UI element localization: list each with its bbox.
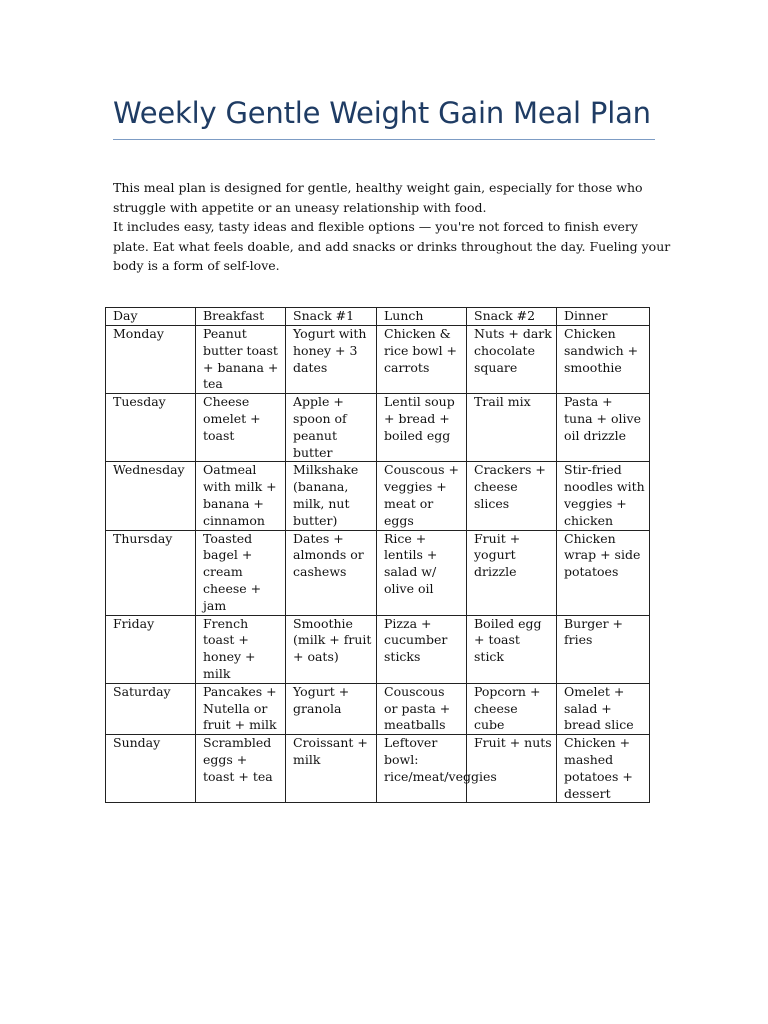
breakfast-cell: French toast + honey + milk: [196, 615, 286, 683]
breakfast-cell: Peanut butter toast + banana + tea: [196, 326, 286, 394]
snack-2-cell: Trail mix: [467, 394, 557, 462]
dinner-cell: Chicken + mashed potatoes + dessert: [557, 735, 650, 803]
day-cell: Wednesday: [106, 462, 196, 530]
table-header-row: [106, 308, 650, 326]
breakfast-cell: Toasted bagel + cream cheese + jam: [196, 530, 286, 615]
day-cell: Monday: [106, 326, 196, 394]
day-cell: Sunday: [106, 735, 196, 803]
table-row: [106, 683, 650, 734]
table-row: [106, 735, 650, 803]
snack-1-cell: Yogurt + granola: [286, 683, 377, 734]
header-snack-1: Snack #1: [286, 308, 377, 326]
snack-1-cell: Croissant + milk: [286, 735, 377, 803]
dinner-cell: Omelet + salad + bread slice: [557, 683, 650, 734]
lunch-cell: Pizza + cucumber sticks: [377, 615, 467, 683]
dinner-cell: Stir-fried noodles with veggies + chicken: [557, 462, 650, 530]
lunch-cell: Lentil soup + bread + boiled egg: [377, 394, 467, 462]
header-dinner: Dinner: [557, 308, 650, 326]
day-cell: Thursday: [106, 530, 196, 615]
document-title: Weekly Gentle Weight Gain Meal Plan: [113, 96, 651, 130]
lunch-cell: Chicken & rice bowl + carrots: [377, 326, 467, 394]
day-cell: Tuesday: [106, 394, 196, 462]
header-breakfast: Breakfast: [196, 308, 286, 326]
day-cell: Friday: [106, 615, 196, 683]
table-row: [106, 462, 650, 530]
dinner-cell: Chicken sandwich + smoothie: [557, 326, 650, 394]
snack-2-cell: Nuts + dark chocolate square: [467, 326, 557, 394]
snack-1-cell: Yogurt with honey + 3 dates: [286, 326, 377, 394]
snack-1-cell: Dates + almonds or cashews: [286, 530, 377, 615]
snack-2-cell: Boiled egg + toast stick: [467, 615, 557, 683]
lunch-cell: Couscous or pasta + meatballs: [377, 683, 467, 734]
breakfast-cell: Pancakes + Nutella or fruit + milk: [196, 683, 286, 734]
intro-paragraph: This meal plan is designed for gentle, healthy weight gain, especially for those who struggle with appetite or an uneasy relationship with food.: [113, 180, 643, 215]
breakfast-cell: Cheese omelet + toast: [196, 394, 286, 462]
snack-1-cell: Smoothie (milk + fruit + oats): [286, 615, 377, 683]
table-row: [106, 326, 650, 394]
snack-2-cell: Crackers + cheese slices: [467, 462, 557, 530]
lunch-cell: Couscous + veggies + meat or eggs: [377, 462, 467, 530]
dinner-cell: Burger + fries: [557, 615, 650, 683]
table-row: [106, 394, 650, 462]
title-underline: [113, 139, 655, 140]
table-row: [106, 615, 650, 683]
snack-2-cell: Popcorn + cheese cube: [467, 683, 557, 734]
snack-2-cell: Fruit + yogurt drizzle: [467, 530, 557, 615]
breakfast-cell: Oatmeal with milk + banana + cinnamon: [196, 462, 286, 530]
breakfast-cell: Scrambled eggs + toast + tea: [196, 735, 286, 803]
dinner-cell: Chicken wrap + side potatoes: [557, 530, 650, 615]
lunch-cell: Leftover bowl: rice/meat/veggies: [377, 735, 467, 803]
intro-text: [113, 178, 673, 276]
header-lunch: Lunch: [377, 308, 467, 326]
intro-paragraph: It includes easy, tasty ideas and flexible options — you're not forced to finish every plate. Eat what feels doable, and add snacks or drinks throughout the day. Fueling your body is a form of self-love.: [113, 219, 671, 273]
header-day: Day: [106, 308, 196, 326]
day-cell: Saturday: [106, 683, 196, 734]
meal-plan-table: [105, 307, 650, 803]
dinner-cell: Pasta + tuna + olive oil drizzle: [557, 394, 650, 462]
snack-1-cell: Milkshake (banana, milk, nut butter): [286, 462, 377, 530]
header-snack-2: Snack #2: [467, 308, 557, 326]
table-row: [106, 530, 650, 615]
lunch-cell: Rice + lentils + salad w/ olive oil: [377, 530, 467, 615]
snack-1-cell: Apple + spoon of peanut butter: [286, 394, 377, 462]
snack-2-cell: Fruit + nuts: [467, 735, 557, 803]
